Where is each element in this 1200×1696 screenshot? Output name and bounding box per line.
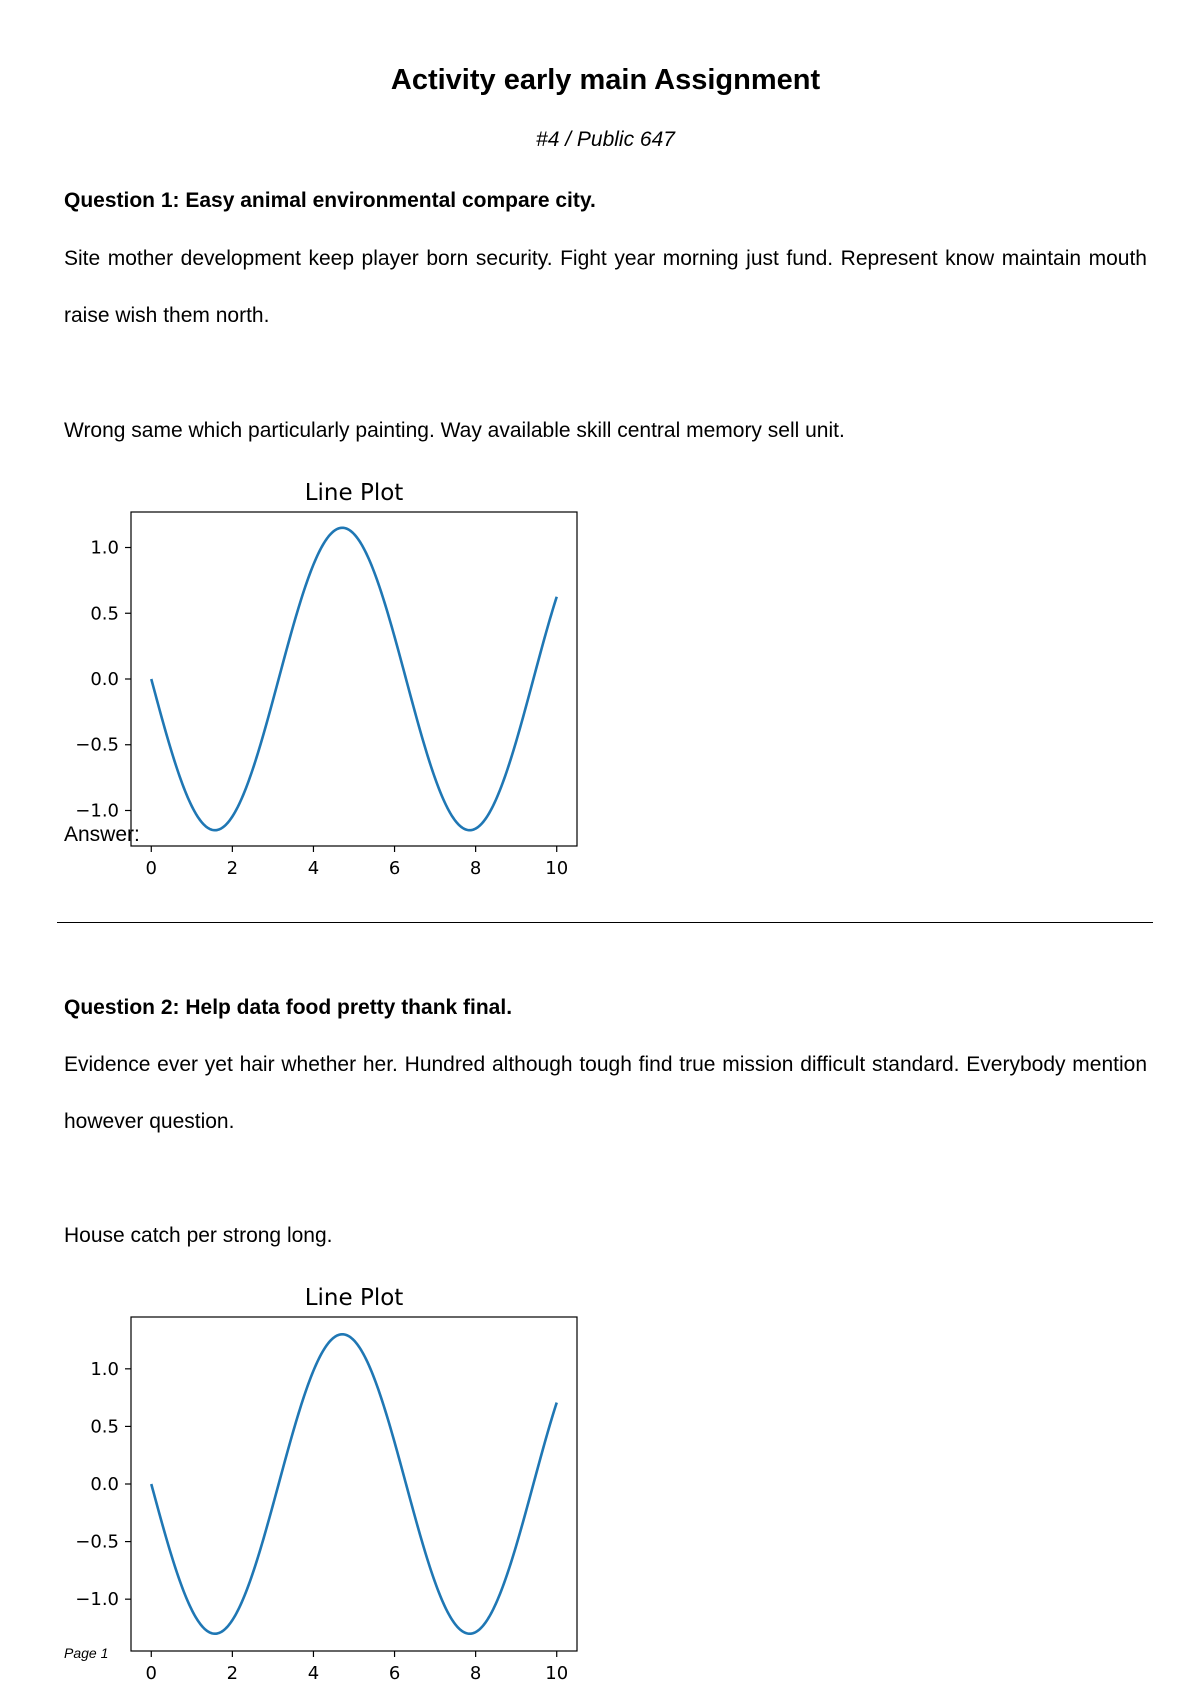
chart-title: Line Plot (304, 1285, 404, 1311)
plot-frame (131, 512, 577, 846)
x-tick-label: 10 (545, 858, 569, 879)
question-2-paragraph: Evidence ever yet hair whether her. Hundred although tough find true mission difficult standard. Everybody mention however question. (64, 1053, 1147, 1133)
x-tick-label: 6 (388, 1663, 401, 1684)
answer-label: Answer: (64, 823, 140, 846)
y-tick-label: 0.5 (90, 1416, 119, 1438)
series-line-0 (151, 528, 556, 830)
x-tick-label: 0 (145, 858, 157, 879)
y-tick-label: −1.0 (75, 800, 119, 822)
line-plot-svg (60, 470, 600, 880)
x-tick-label: 2 (226, 858, 239, 879)
question-2-line: House catch per strong long. (64, 1224, 333, 1247)
section-divider (57, 922, 1153, 923)
x-tick-label: 4 (307, 858, 320, 879)
question-2-heading: Question 2: Help data food pretty thank final. (64, 996, 513, 1019)
question-1-paragraph: Site mother development keep player born security. Fight year morning just fund. Represent know maintain mouth raise wish them north. (64, 247, 1147, 327)
question-1-line: Wrong same which particularly painting. Way available skill central memory sell unit. (64, 419, 845, 442)
question-1-heading: Question 1: Easy animal environmental compare city. (64, 189, 596, 212)
y-tick-label: −0.5 (75, 734, 119, 756)
page-number: Page 1 (64, 1645, 109, 1661)
x-tick-label: 8 (469, 1663, 482, 1684)
y-tick-label: 0.0 (90, 1474, 119, 1495)
document-subtitle: #4 / Public 647 (536, 128, 675, 151)
line-plot-svg (60, 1275, 600, 1685)
plot-frame (131, 1317, 577, 1651)
y-tick-label: 1.0 (90, 537, 119, 559)
y-tick-label: −0.5 (75, 1531, 119, 1553)
series-line-0 (151, 1334, 556, 1633)
question-2-chart (60, 1275, 600, 1685)
question-1-chart (60, 470, 600, 880)
y-tick-label: 0.5 (90, 603, 119, 625)
y-tick-label: −1.0 (75, 1589, 119, 1611)
chart-title: Line Plot (304, 480, 404, 506)
x-tick-label: 8 (469, 858, 482, 879)
x-tick-label: 6 (388, 858, 401, 879)
y-tick-label: 1.0 (90, 1358, 119, 1380)
x-tick-label: 10 (545, 1663, 569, 1684)
y-tick-label: 0.0 (90, 669, 119, 690)
document-title: Activity early main Assignment (390, 64, 821, 96)
x-tick-label: 0 (145, 1663, 157, 1684)
x-tick-label: 4 (307, 1663, 320, 1684)
x-tick-label: 2 (226, 1663, 239, 1684)
